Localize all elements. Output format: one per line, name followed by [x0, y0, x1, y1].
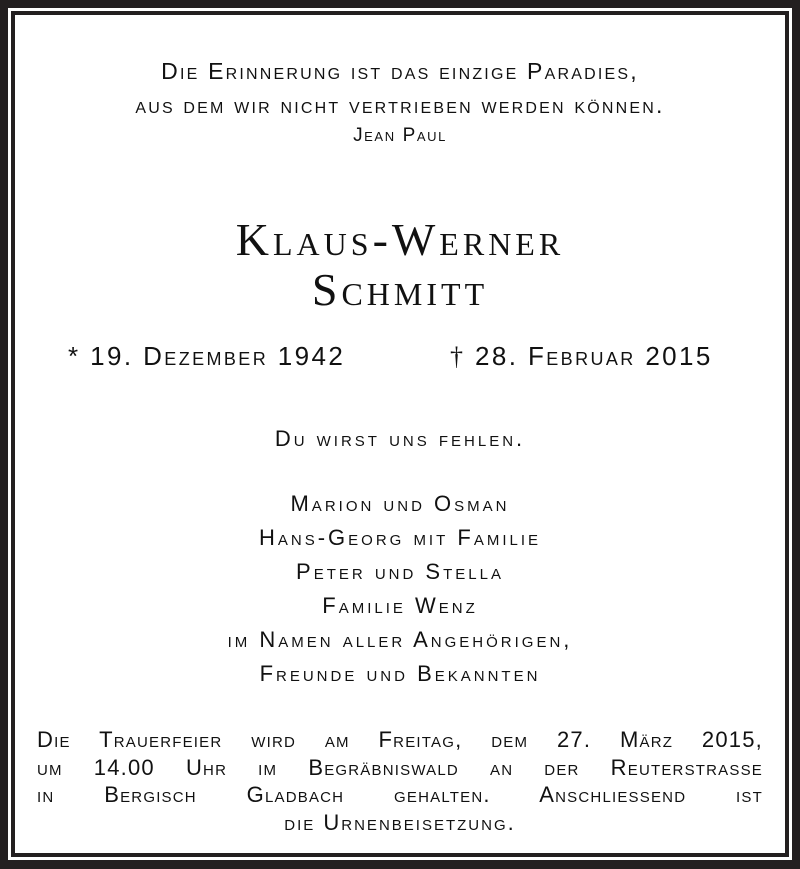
frame-gap	[8, 8, 792, 860]
mourner-line: Hans-Georg mit Familie	[258, 525, 541, 550]
death-dagger-icon: †	[450, 342, 466, 371]
service-line: in Bergisch Gladbach gehalten. Anschliessend ist	[37, 782, 763, 807]
mourner-line: Familie Wenz	[322, 593, 478, 618]
quote-line: aus dem wir nicht vertrieben werden können.	[135, 92, 665, 118]
funeral-service-info	[37, 726, 763, 836]
farewell-message: Du wirst uns fehlen.	[274, 426, 526, 451]
mourner-line: Peter und Stella	[296, 559, 504, 584]
service-line: Die Trauerfeier wird am Freitag, dem 27. März 2015,	[37, 727, 763, 752]
mourner-line: Marion und Osman	[290, 491, 510, 516]
death-info	[450, 336, 713, 377]
service-line: die Urnenbeisetzung.	[284, 809, 516, 835]
birth-info	[68, 336, 345, 376]
frame-inner-line	[11, 11, 789, 857]
quote-line: Die Erinnerung ist das einzige Paradies,	[161, 58, 639, 84]
quote-author: Jean Paul	[353, 125, 447, 146]
obituary-content	[15, 15, 785, 853]
birth-date: 19. Dezember 1942	[90, 341, 346, 371]
deceased-last-name: Schmitt	[311, 264, 489, 315]
death-date: 28. Februar 2015	[475, 341, 713, 371]
birth-star-icon: *	[68, 341, 81, 371]
deceased-name	[15, 215, 785, 315]
obituary-panel	[15, 15, 785, 853]
mourners-list	[15, 487, 785, 691]
mourner-line: im Namen aller Angehörigen,	[227, 627, 573, 652]
deceased-first-name: Klaus-Werner	[235, 214, 565, 265]
epigraph-quote	[15, 54, 785, 150]
mourner-line: Freunde und Bekannten	[259, 661, 541, 686]
service-line: um 14.00 Uhr im Begräbniswald an der Reuterstrasse	[37, 754, 763, 780]
